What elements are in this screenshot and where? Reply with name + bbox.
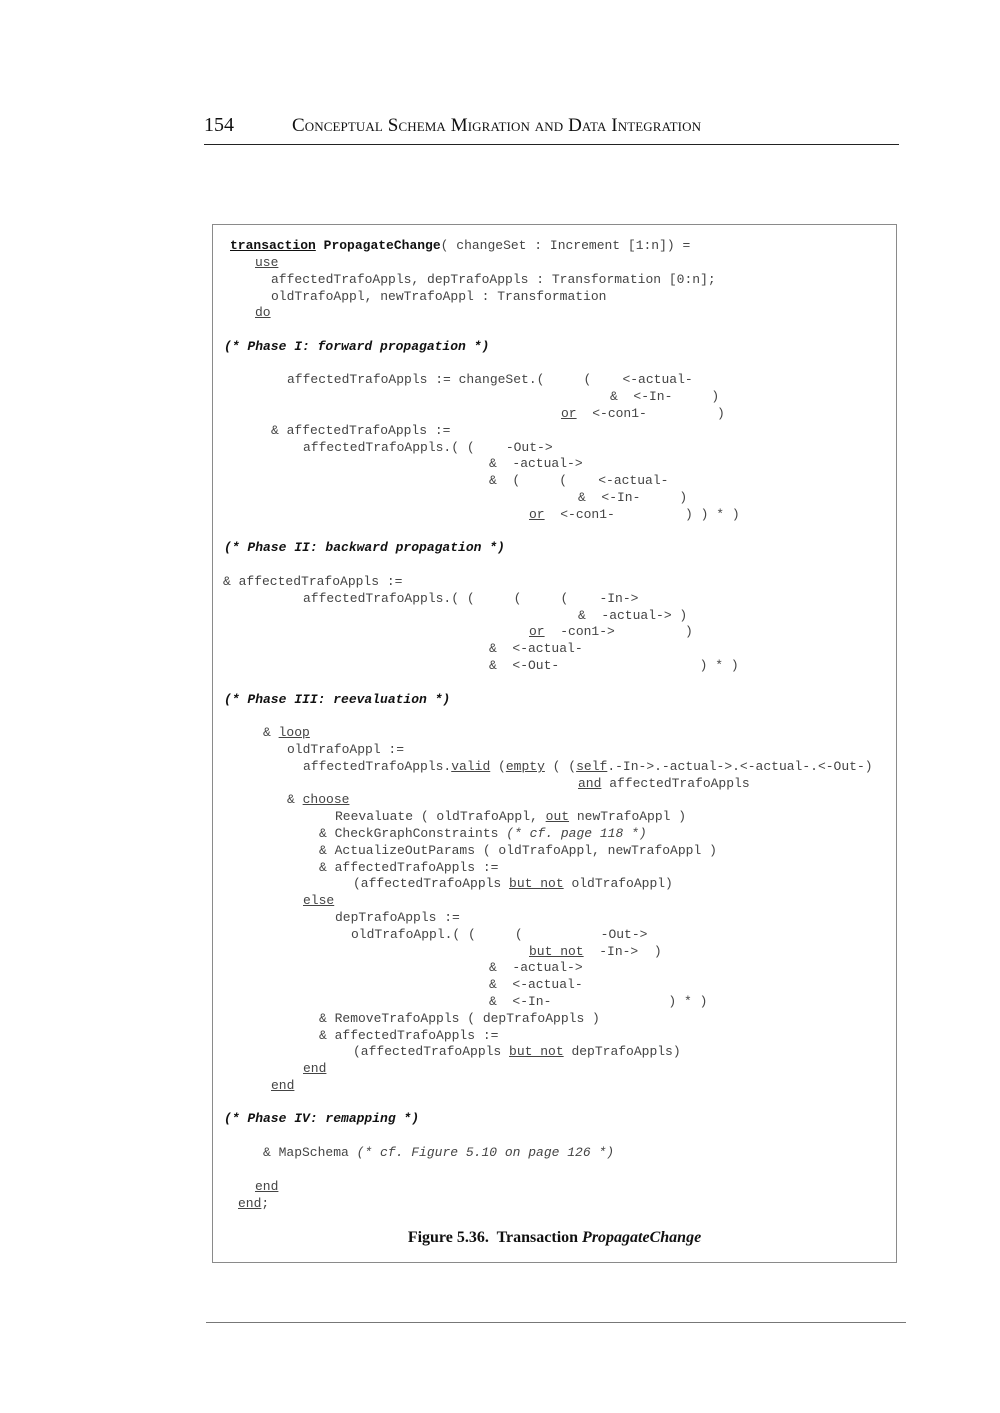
code-line: & affectedTrafoAppls := <box>319 860 499 875</box>
code-text: newTrafoAppl ) <box>569 809 687 824</box>
keyword-end: end <box>271 1078 295 1093</box>
phase-comment: (* Phase III: reevaluation *) <box>224 692 451 707</box>
footer-rule <box>206 1322 906 1323</box>
caption-name: PropagateChange <box>582 1229 702 1246</box>
transaction-signature: ( changeSet : Increment [1:n]) = <box>440 238 691 253</box>
code-line: oldTrafoAppl, newTrafoAppl : Transformation <box>271 289 607 304</box>
code-line: & <-actual- <box>489 641 583 656</box>
code-line <box>335 809 686 826</box>
code-line <box>578 776 750 793</box>
keyword-do: do <box>255 305 271 320</box>
caption-label: Figure 5.36. <box>407 1229 489 1246</box>
code-line: affectedTrafoAppls, depTrafoAppls : Transformation [0:n]; <box>271 272 716 287</box>
code-line: & -actual-> <box>489 456 583 471</box>
code-listing <box>213 225 896 1262</box>
keyword-end: end <box>238 1196 262 1211</box>
code-text: & MapSchema <box>263 1145 357 1160</box>
code-text: <-con1- ) <box>592 406 725 421</box>
code-line <box>529 944 662 961</box>
code-line: oldTrafoAppl.( ( ( -Out-> <box>351 927 648 942</box>
code-line: & -actual-> ) <box>578 608 688 623</box>
keyword-but-not: but not <box>509 876 564 891</box>
code-line <box>561 406 725 423</box>
running-title: Conceptual Schema Migration and Data Integration <box>292 115 702 136</box>
code-line <box>263 725 310 742</box>
inline-comment: (* cf. page 118 *) <box>506 826 647 841</box>
code-line: & <-In- ) <box>578 490 688 505</box>
code-text: oldTrafoAppl) <box>563 876 673 891</box>
code-line <box>238 1196 269 1213</box>
code-line <box>319 826 647 843</box>
header-rule <box>204 144 899 145</box>
keyword-but-not: but not <box>529 944 584 959</box>
code-line: & affectedTrafoAppls := <box>319 1028 499 1043</box>
code-line <box>230 238 690 255</box>
code-text: ( ( <box>544 759 577 774</box>
inline-comment: (* cf. Figure 5.10 on page 126 *) <box>356 1145 615 1160</box>
code-text: affectedTrafoAppls. <box>303 759 452 774</box>
code-line: & RemoveTrafoAppls ( depTrafoAppls ) <box>319 1011 600 1026</box>
keyword-self: self <box>576 759 608 774</box>
code-text: -con1-> ) <box>560 624 693 639</box>
keyword-loop: loop <box>278 725 310 740</box>
code-text: ( <box>490 759 506 774</box>
keyword-choose: choose <box>302 792 350 807</box>
code-line: & ActualizeOutParams ( oldTrafoAppl, newTrafoAppl ) <box>319 843 717 858</box>
keyword-or: or <box>529 507 545 522</box>
code-text: & CheckGraphConstraints <box>319 826 507 841</box>
code-text: (affectedTrafoAppls <box>353 1044 510 1059</box>
keyword-else: else <box>303 893 335 908</box>
phase-comment: (* Phase I: forward propagation *) <box>224 339 490 354</box>
code-line <box>271 1078 294 1095</box>
code-line <box>529 624 693 641</box>
code-text: & <box>263 725 271 740</box>
code-line: affectedTrafoAppls.( ( ( ( -In-> <box>303 591 639 606</box>
code-text: & <box>287 792 295 807</box>
keyword-end: end <box>255 1179 279 1194</box>
code-line <box>255 1179 278 1196</box>
keyword-transaction: transaction <box>230 238 316 253</box>
code-line: & affectedTrafoAppls := <box>271 423 451 438</box>
caption-text: Transaction <box>496 1229 579 1246</box>
code-line: oldTrafoAppl := <box>287 742 405 757</box>
code-line: & <-In- ) * ) <box>489 994 708 1009</box>
keyword-but-not: but not <box>509 1044 564 1059</box>
code-line: & <-Out- ) * ) <box>489 658 739 673</box>
phase-comment: (* Phase II: backward propagation *) <box>224 540 505 555</box>
code-text: Reevaluate ( oldTrafoAppl, <box>335 809 546 824</box>
code-text: (affectedTrafoAppls <box>353 876 510 891</box>
code-line: depTrafoAppls := <box>335 910 460 925</box>
figure-caption <box>213 1229 896 1247</box>
code-text: depTrafoAppls) <box>563 1044 681 1059</box>
keyword-out: out <box>545 809 570 824</box>
keyword-end: end <box>303 1061 327 1076</box>
code-line: & ( ( <-actual- <box>489 473 669 488</box>
code-line: & affectedTrafoAppls := <box>223 574 403 589</box>
code-text: affectedTrafoAppls <box>601 776 750 791</box>
code-line <box>303 1061 326 1078</box>
keyword-empty: empty <box>505 759 545 774</box>
keyword-or: or <box>561 406 577 421</box>
code-line: & -actual-> <box>489 960 583 975</box>
code-line <box>529 507 740 524</box>
code-line <box>353 1044 681 1061</box>
code-text: -In-> ) <box>583 944 662 959</box>
code-line <box>263 1145 614 1162</box>
keyword-valid: valid <box>451 759 491 774</box>
code-line <box>353 876 673 893</box>
code-text: <-con1- ) ) * ) <box>560 507 740 522</box>
code-line: & <-actual- <box>489 977 583 992</box>
code-line <box>255 255 278 272</box>
page-number: 154 <box>204 114 234 136</box>
code-line: & <-In- ) <box>610 389 720 404</box>
figure-box <box>212 224 897 1263</box>
code-line <box>287 792 349 809</box>
code-line <box>303 759 873 776</box>
code-line <box>303 893 334 910</box>
code-text: ; <box>261 1196 270 1211</box>
code-text: .-In->.-actual->.<-actual-.<-Out-) <box>607 759 873 774</box>
transaction-name: PropagateChange <box>323 238 441 253</box>
keyword-or: or <box>529 624 545 639</box>
phase-comment: (* Phase IV: remapping *) <box>224 1111 420 1126</box>
code-line: affectedTrafoAppls.( ( -Out-> <box>303 440 553 455</box>
keyword-use: use <box>255 255 279 270</box>
code-line <box>255 305 271 322</box>
code-line: affectedTrafoAppls := changeSet.( ( <-actual- <box>287 372 693 387</box>
keyword-and: and <box>578 776 602 791</box>
